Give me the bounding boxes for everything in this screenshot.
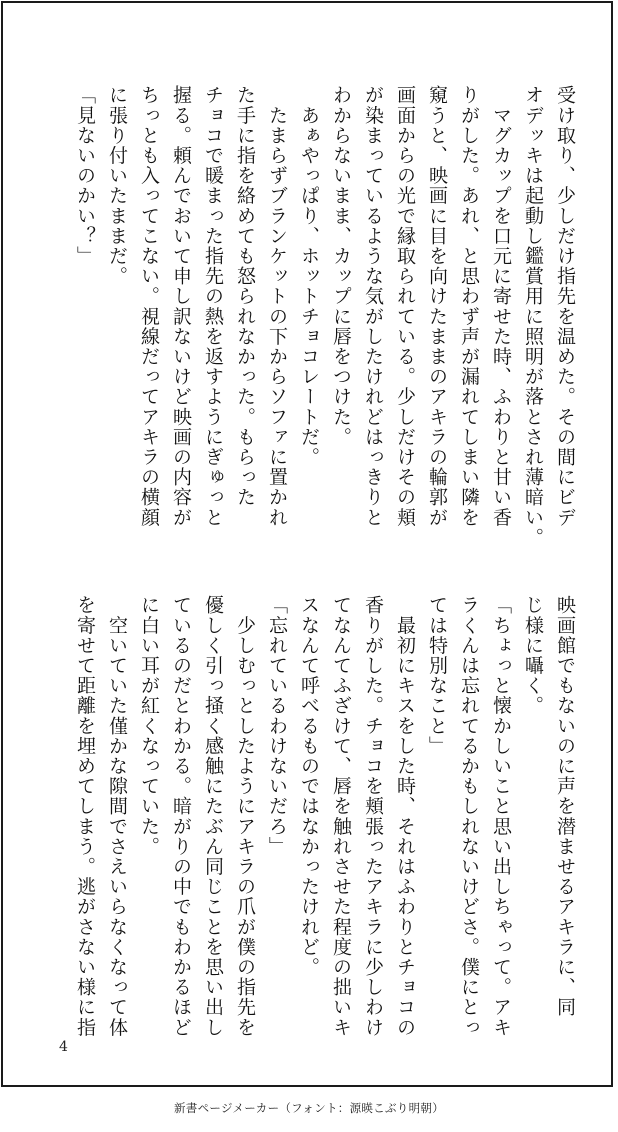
text-line: 香りがした。チョコを頬張ったアキラに少しわけ: [362, 595, 384, 1038]
text-line: 少しむっとしたようにアキラの爪が僕の指先を: [234, 595, 256, 1038]
page-number: 4: [59, 1039, 68, 1055]
text-line: 最初にキスをした時、それはふわりとチョコの: [394, 595, 416, 1038]
text-line: わからないまま、カップに唇をつけた。: [330, 85, 352, 447]
text-line: 空いていた僅かな隙間でさえいらなくなって体: [106, 595, 128, 1038]
text-line: 受け取り、少しだけ指先を温めた。その間にビデ: [554, 85, 576, 528]
text-line: た手に指を絡めても怒られなかった。もらった: [234, 85, 256, 508]
text-line: 「ちょっと懐かしいこと思い出しちゃって。アキ: [490, 595, 512, 1038]
text-line: ては特別なこと」: [426, 595, 448, 756]
text-line: 映画館でもないのに声を潜ませるアキラに、同: [554, 595, 576, 1018]
text-line: チョコで暖まった指先の熱を返すようにぎゅっと: [202, 85, 224, 528]
text-line: 「見ないのかい？」: [74, 85, 96, 266]
text-line: じ様に囁く。: [522, 595, 544, 716]
text-line: 握る。頼んでおいて申し訳ないけど映画の内容が: [170, 85, 192, 528]
text-line: が染まっているような気がしたけれどはっきりと: [362, 85, 384, 528]
text-line: スなんて呼べるものではなかったけれど。: [298, 595, 320, 977]
text-line: マグカップを口元に寄せた時、ふわりと甘い香: [490, 85, 512, 528]
text-line: 「忘れているわけないだろ」: [266, 595, 288, 857]
text-line: たまらずブランケットの下からソファに置かれ: [266, 85, 288, 528]
footer-caption: 新書ページメーカー（フォント：源暎こぶり明朝）: [173, 1101, 445, 1115]
text-line: を寄せて距離を埋めてしまう。逃がさない様に指: [74, 595, 96, 1038]
upper-text-column: [69, 85, 581, 555]
page-frame: [1, 1, 613, 1087]
text-line: に張り付いたままだ。: [106, 85, 128, 286]
text-line: 画面からの光で縁取られている。少しだけその頬: [394, 85, 416, 528]
text-line: ているのだとわかる。暗がりの中でもわかるほど: [170, 595, 192, 1038]
lower-text-column: [69, 595, 581, 1038]
text-line: 優しく引っ掻く感触にたぶん同じことを思い出し: [202, 595, 224, 1038]
text-line: ラくんは忘れてるかもしれないけどさ。僕にとっ: [458, 595, 480, 1038]
text-line: ちっとも入ってこない。視線だってアキラの横顔: [138, 85, 160, 528]
text-line: あぁやっぱり、ホットチョコレートだ。: [298, 85, 320, 467]
text-line: に白い耳が紅くなっていた。: [138, 595, 160, 857]
text-line: 窺うと、映画に目を向けたままのアキラの輪郭が: [426, 85, 448, 528]
text-line: オデッキは起動し鑑賞用に照明が落とされ薄暗い。: [522, 85, 544, 548]
text-line: りがした。あれ、と思わず声が漏れてしまい隣を: [458, 85, 480, 528]
text-line: てなんてふざけて、唇を触れさせた程度の拙いキ: [330, 595, 352, 1038]
